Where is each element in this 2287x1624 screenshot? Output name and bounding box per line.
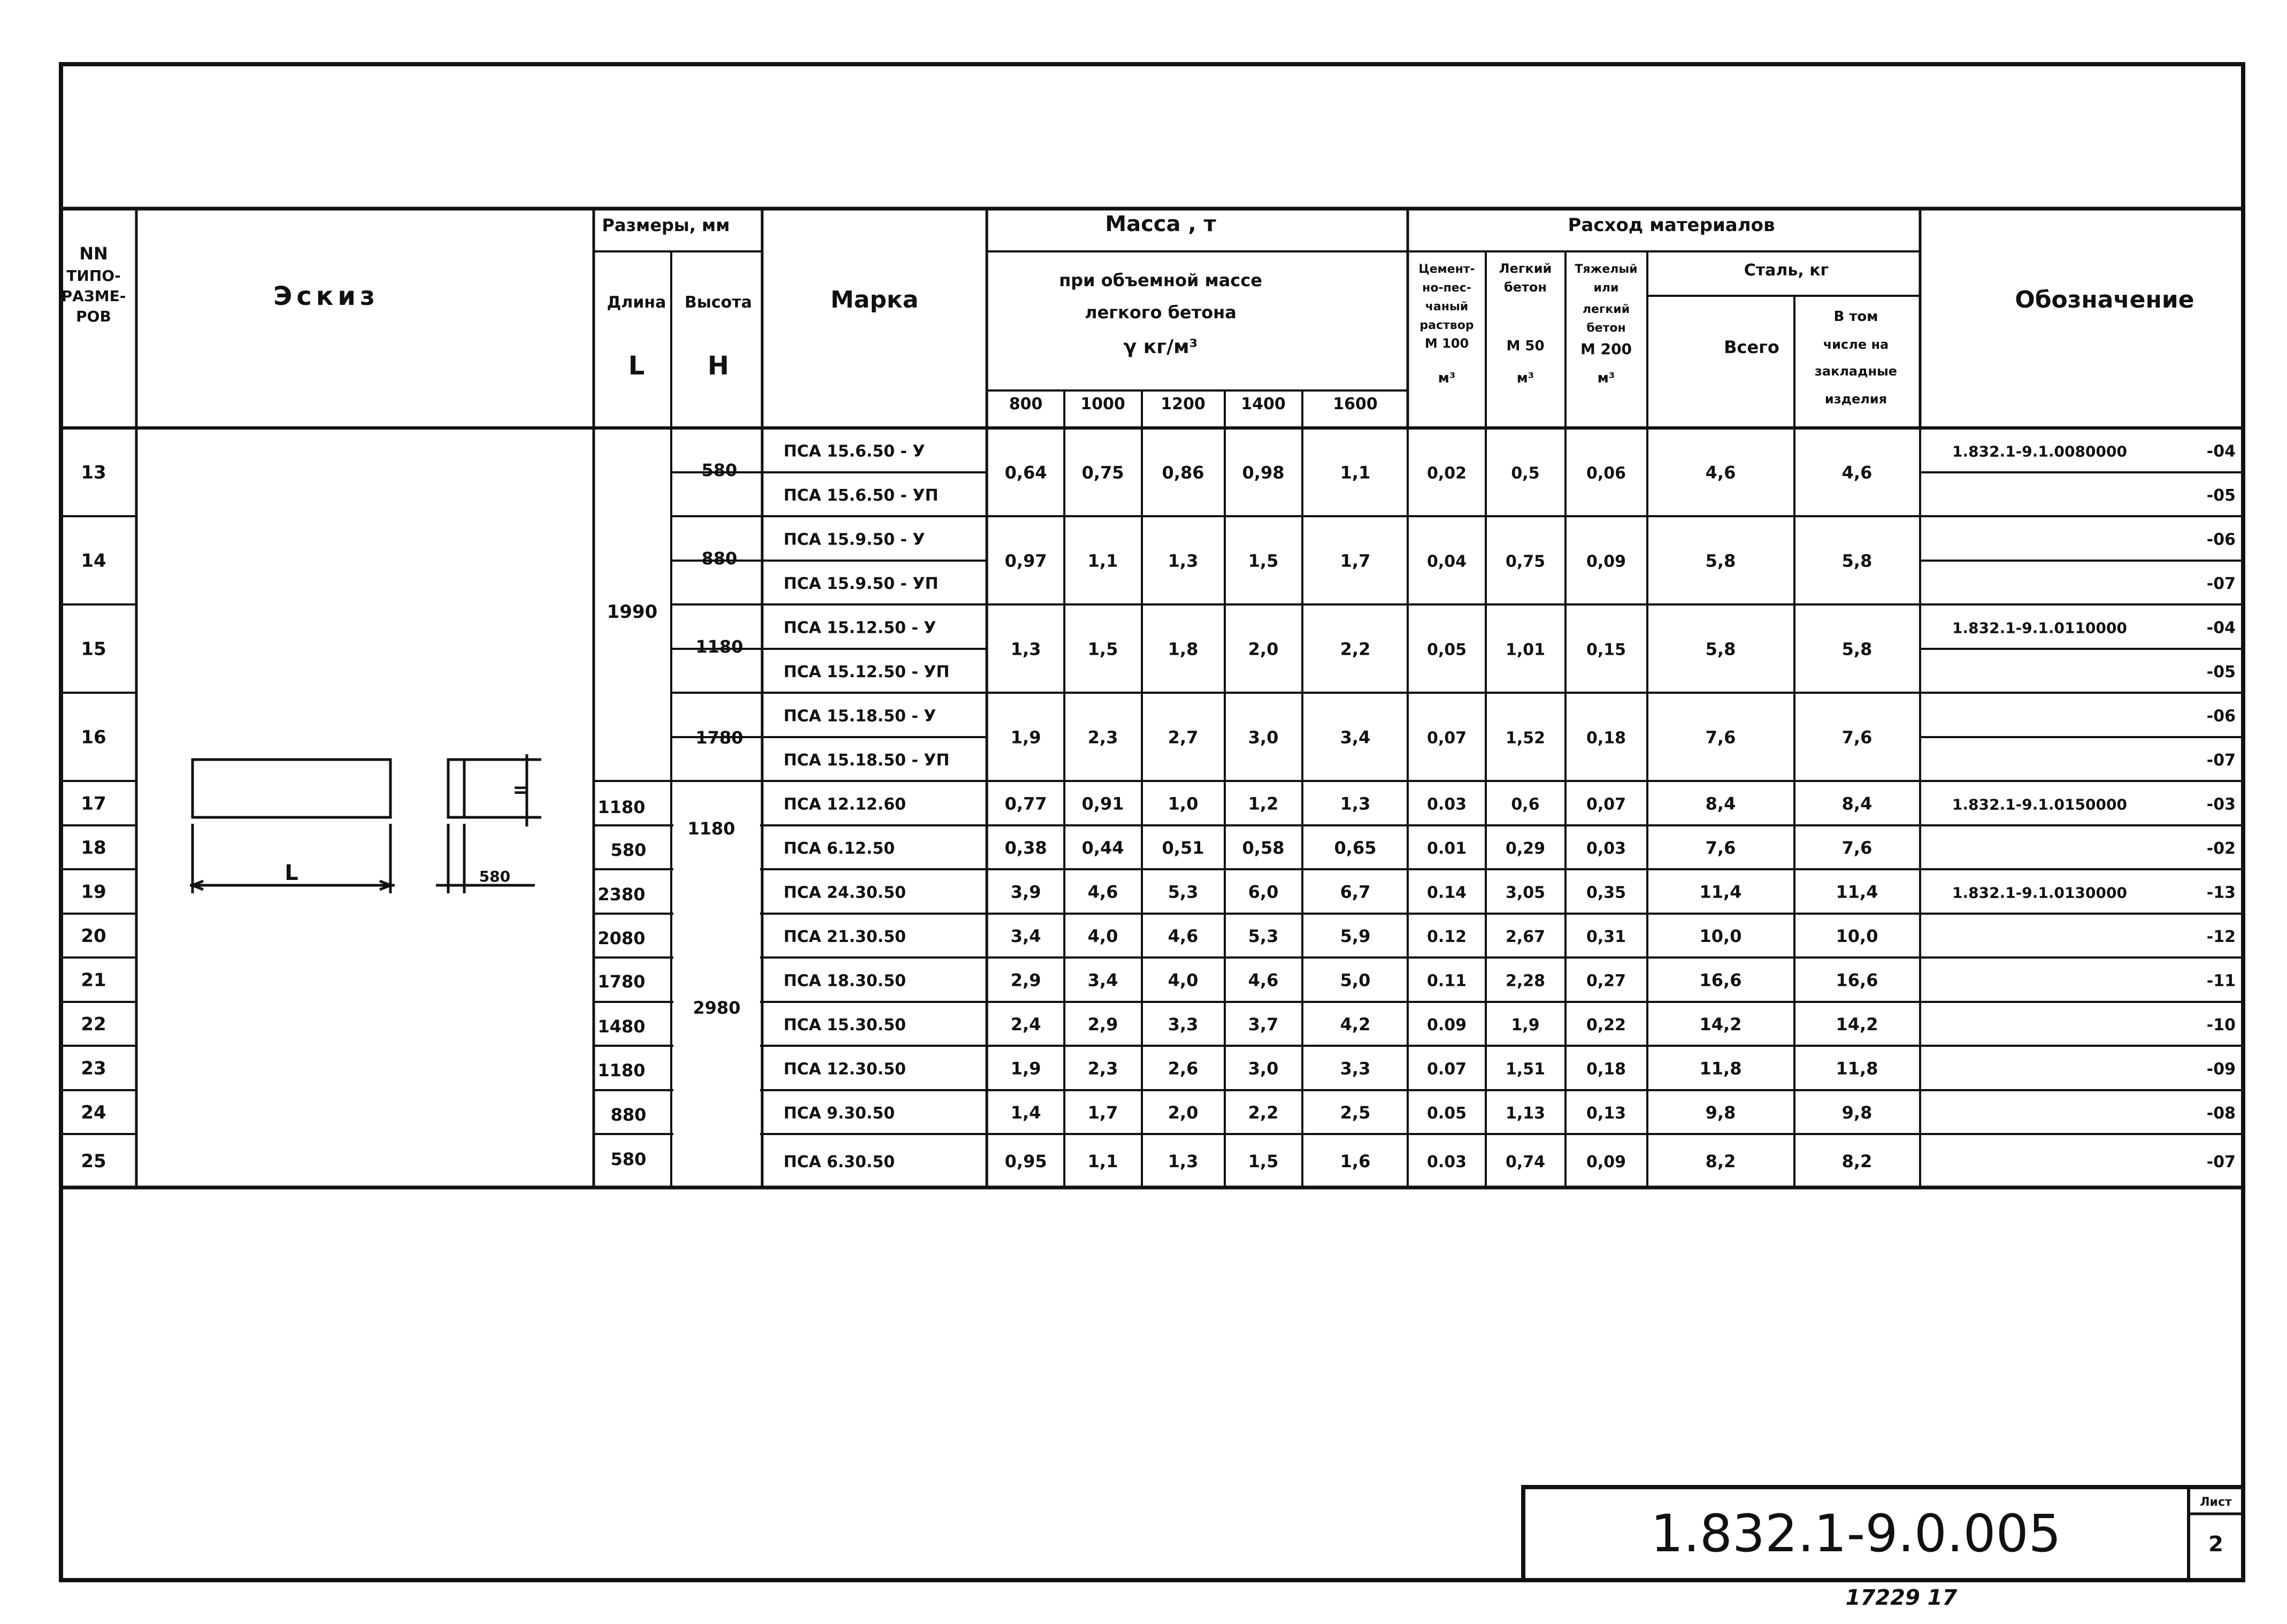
row-mass-800: 3,9: [1010, 882, 1041, 902]
row-mortar: 0,04: [1426, 552, 1467, 571]
row-mark: ПСА 6.12.50: [784, 839, 895, 858]
row-steel-embedded: 10,0: [1836, 926, 1878, 946]
heavy-header-6: м³: [1597, 370, 1615, 386]
row-number: 24: [81, 1102, 106, 1123]
row-number: 25: [81, 1151, 106, 1172]
row-mass-1600: 1,7: [1340, 550, 1371, 571]
row-number: 23: [81, 1058, 106, 1079]
row-designation-suffix: -05: [2206, 663, 2236, 681]
sheet-number: 2: [2208, 1532, 2223, 1557]
row-steel-total: 5,8: [1705, 639, 1736, 660]
row-light-concrete: 0,29: [1505, 839, 1546, 858]
row-mark: ПСА 24.30.50: [784, 883, 906, 902]
row-light-concrete: 0,75: [1505, 552, 1546, 571]
row-mortar: 0.11: [1426, 971, 1467, 991]
steel-embedded-header-1: В том: [1833, 309, 1878, 325]
row-mortar: 0.14: [1426, 883, 1467, 902]
row-mass-1000: 1,7: [1087, 1102, 1118, 1123]
height-1180-b: 1180: [687, 818, 735, 839]
row-mass-1200: 2,0: [1168, 1102, 1199, 1123]
row-mass-1400: 3,0: [1248, 727, 1279, 748]
length-header: Длина: [607, 293, 666, 312]
steel-embedded-header-2: числе на: [1823, 337, 1889, 352]
row-light-concrete: 2,28: [1505, 971, 1546, 991]
row-steel-embedded: 8,4: [1841, 793, 1872, 814]
row-mark: ПСА 21.30.50: [784, 928, 906, 946]
row-mark: ПСА 15.30.50: [784, 1016, 906, 1035]
row-number: 16: [81, 726, 106, 748]
row-mass-1200: 0,51: [1162, 838, 1204, 858]
row-heavy-concrete: 0,13: [1586, 1104, 1626, 1123]
row-mortar: 0.09: [1426, 1016, 1467, 1035]
row-mass-800: 1,9: [1010, 1058, 1041, 1079]
row-steel-embedded: 5,8: [1841, 550, 1872, 571]
row-mass-1600: 5,0: [1340, 970, 1371, 991]
materials-header: Расход материалов: [1568, 215, 1775, 236]
panel-side-view: [448, 760, 464, 817]
density-800: 800: [1009, 395, 1043, 413]
row-mass-1400: 3,0: [1248, 1058, 1279, 1079]
length-1480: 1480: [597, 1016, 646, 1037]
mass-subheader-3: γ кг/м³: [1123, 336, 1198, 358]
row-mortar: 0.12: [1426, 928, 1467, 946]
row-mark: ПСА 15.12.50 - У: [784, 618, 937, 638]
row-number: 15: [81, 638, 106, 660]
row-mass-1200: 2,6: [1168, 1058, 1199, 1079]
row-mortar: 0,05: [1426, 640, 1467, 660]
row-mass-800: 2,9: [1010, 970, 1041, 991]
row-mass-1600: 6,7: [1340, 882, 1371, 902]
length-880: 880: [610, 1105, 647, 1125]
row-heavy-concrete: 0,15: [1586, 640, 1626, 660]
row-mass-1400: 0,98: [1242, 462, 1285, 483]
row-mark: ПСА 12.12.60: [784, 795, 906, 814]
row-light-concrete: 2,67: [1505, 928, 1546, 946]
row-light-concrete: 0,74: [1505, 1153, 1546, 1171]
heavy-header-3: легкий: [1582, 303, 1630, 316]
row-mark: ПСА 6.30.50: [784, 1153, 895, 1171]
row-heavy-concrete: 0,07: [1586, 795, 1626, 814]
row-steel-total: 14,2: [1699, 1014, 1742, 1035]
row-number: 22: [81, 1014, 106, 1035]
row-mass-800: 0,38: [1004, 838, 1047, 858]
heavy-header-5: М 200: [1580, 340, 1632, 358]
row-light-concrete: 1,13: [1505, 1104, 1546, 1123]
row-mark: ПСА 15.6.50 - УП: [784, 486, 939, 505]
row-mass-1000: 4,6: [1087, 882, 1118, 902]
row-designation-suffix: -07: [2206, 574, 2236, 593]
length-580-b: 580: [610, 1149, 647, 1169]
row-mass-1400: 0,58: [1242, 838, 1285, 858]
row-mark: ПСА 15.9.50 - УП: [784, 574, 939, 593]
row-designation-suffix: -02: [2206, 839, 2236, 858]
length-symbol: L: [628, 351, 645, 381]
length-1780: 1780: [597, 971, 646, 992]
num-header-line-1: NN: [79, 243, 108, 264]
steel-embedded-header-3: закладные: [1814, 364, 1898, 379]
row-light-concrete: 1,51: [1505, 1060, 1546, 1079]
row-designation: 1.832.1-9.1.0110000: [1952, 619, 2127, 637]
row-heavy-concrete: 0,03: [1586, 839, 1626, 858]
dims-header: Размеры, мм: [602, 215, 730, 235]
row-mass-800: 3,4: [1010, 926, 1041, 946]
height-header: Высота: [684, 293, 753, 312]
row-number: 13: [81, 462, 106, 484]
row-steel-embedded: 7,6: [1841, 727, 1872, 748]
row-heavy-concrete: 0,31: [1586, 928, 1626, 946]
row-mass-1200: 2,7: [1168, 727, 1199, 748]
steel-embedded-header-4: изделия: [1824, 392, 1887, 407]
length-1990: 1990: [607, 601, 658, 623]
row-designation: 1.832.1-9.1.0130000: [1952, 884, 2127, 902]
row-designation-suffix: -03: [2206, 795, 2236, 814]
row-steel-total: 4,6: [1705, 462, 1736, 483]
row-mass-1000: 1,1: [1087, 550, 1118, 571]
row-mass-1400: 1,5: [1248, 1151, 1279, 1171]
row-mass-1000: 0,44: [1081, 838, 1124, 858]
row-mortar: 0.01: [1426, 839, 1467, 858]
row-mass-800: 1,4: [1010, 1102, 1041, 1123]
row-heavy-concrete: 0,09: [1586, 1153, 1626, 1171]
row-mass-1200: 1,3: [1168, 1151, 1199, 1171]
row-mass-1000: 2,9: [1087, 1014, 1118, 1035]
row-mass-1400: 4,6: [1248, 970, 1279, 991]
row-designation-suffix: -10: [2206, 1016, 2236, 1035]
heavy-header-4: бетон: [1586, 321, 1626, 335]
row-mass-1400: 1,2: [1248, 793, 1279, 814]
row-mass-1600: 2,2: [1340, 639, 1371, 660]
row-heavy-concrete: 0,22: [1586, 1016, 1626, 1035]
row-mass-1000: 1,1: [1087, 1151, 1118, 1171]
length-580: 580: [610, 840, 647, 860]
density-1200: 1200: [1161, 395, 1206, 413]
row-mass-800: 0,95: [1004, 1151, 1047, 1171]
row-mortar: 0.07: [1426, 1060, 1467, 1079]
row-designation: 1.832.1-9.1.0150000: [1952, 795, 2127, 814]
row-designation-suffix: -13: [2206, 883, 2236, 902]
row-mass-1600: 3,4: [1340, 727, 1371, 748]
row-light-concrete: 1,01: [1505, 640, 1546, 660]
row-steel-embedded: 9,8: [1841, 1102, 1872, 1123]
row-mass-1600: 3,3: [1340, 1058, 1371, 1079]
row-mass-1200: 4,6: [1168, 926, 1199, 946]
row-mass-800: 1,3: [1010, 639, 1041, 660]
row-number: 14: [81, 550, 106, 572]
row-mass-1600: 4,2: [1340, 1014, 1371, 1035]
mortar-header-1: Цемент-: [1418, 263, 1475, 276]
sketch-header: Эскиз: [273, 281, 379, 311]
row-mark: ПСА 15.18.50 - УП: [784, 751, 950, 770]
row-designation-suffix: -06: [2206, 707, 2236, 726]
table-header: [62, 212, 2194, 407]
length-2380: 2380: [597, 884, 646, 905]
row-mass-1000: 3,4: [1087, 970, 1118, 991]
row-steel-embedded: 8,2: [1841, 1151, 1872, 1171]
row-steel-total: 8,2: [1705, 1151, 1736, 1171]
length-2080: 2080: [597, 928, 646, 948]
num-header-line-3: РАЗМЕ-: [61, 287, 126, 305]
row-mass-1000: 2,3: [1087, 727, 1118, 748]
density-1400: 1400: [1241, 395, 1286, 413]
light-header-4: м³: [1516, 370, 1534, 386]
row-mortar: 0.03: [1426, 795, 1467, 814]
row-mass-1200: 3,3: [1168, 1014, 1199, 1035]
row-steel-embedded: 5,8: [1841, 639, 1872, 660]
row-steel-total: 9,8: [1705, 1102, 1736, 1123]
row-mass-1200: 4,0: [1168, 970, 1199, 991]
row-number: 19: [81, 881, 106, 903]
row-mass-1600: 1,1: [1340, 462, 1371, 483]
mortar-header-4: раствор: [1419, 319, 1474, 332]
row-mass-1000: 0,91: [1081, 793, 1124, 814]
sketch-depth-label: 580: [479, 868, 511, 885]
row-mass-1000: 1,5: [1087, 639, 1118, 660]
sketch-length-label: L: [285, 861, 298, 885]
num-header-line-4: РОВ: [76, 308, 111, 325]
row-mass-1200: 0,86: [1162, 462, 1204, 483]
row-heavy-concrete: 0,18: [1586, 729, 1626, 748]
row-designation-suffix: -04: [2206, 442, 2236, 461]
mass-header: Масса , т: [1105, 212, 1216, 236]
row-mass-1400: 5,3: [1248, 926, 1279, 946]
row-designation-suffix: -09: [2206, 1060, 2236, 1079]
row-mass-800: 0,64: [1004, 462, 1047, 483]
row-light-concrete: 0,5: [1511, 464, 1540, 483]
row-mortar: 0.03: [1426, 1153, 1467, 1171]
row-mark: ПСА 15.9.50 - У: [784, 530, 925, 549]
heavy-header-1: Тяжелый: [1575, 263, 1638, 276]
row-steel-total: 16,6: [1699, 970, 1742, 991]
row-mass-1200: 1,0: [1168, 793, 1199, 814]
mass-subheader-1: при объемной массе: [1059, 270, 1262, 290]
row-heavy-concrete: 0,35: [1586, 883, 1626, 902]
length-1180-b: 1180: [597, 1060, 646, 1081]
row-mass-1400: 6,0: [1248, 882, 1279, 902]
row-mark: ПСА 15.18.50 - У: [784, 707, 937, 726]
row-mass-1600: 1,6: [1340, 1151, 1371, 1171]
row-mass-1600: 0,65: [1334, 838, 1377, 858]
row-steel-embedded: 16,6: [1836, 970, 1878, 991]
row-mortar: 0,02: [1426, 464, 1467, 483]
mass-subheader-2: легкого бетона: [1085, 302, 1237, 323]
footer-inventory-number: 17229 17: [1845, 1585, 1958, 1610]
num-header-line-2: ТИПО-: [66, 267, 121, 285]
row-steel-total: 8,4: [1705, 793, 1736, 814]
row-steel-total: 11,4: [1699, 882, 1742, 902]
light-header-1: Легкий: [1499, 261, 1552, 276]
table-rows: [81, 442, 2236, 1173]
row-mass-800: 0,97: [1004, 550, 1047, 571]
row-mass-1400: 3,7: [1248, 1014, 1279, 1035]
light-header-3: М 50: [1506, 338, 1545, 354]
heavy-header-2: или: [1593, 281, 1619, 295]
row-heavy-concrete: 0,18: [1586, 1060, 1626, 1079]
row-designation-suffix: -08: [2206, 1104, 2236, 1123]
row-steel-total: 10,0: [1699, 926, 1742, 946]
row-designation-suffix: -11: [2206, 971, 2236, 991]
row-steel-embedded: 11,4: [1836, 882, 1878, 902]
light-header-2: бетон: [1503, 280, 1547, 295]
row-steel-total: 5,8: [1705, 550, 1736, 571]
steel-total-header: Всего: [1724, 337, 1779, 357]
row-mass-1400: 2,0: [1248, 639, 1279, 660]
row-heavy-concrete: 0,06: [1586, 464, 1626, 483]
row-light-concrete: 3,05: [1505, 883, 1546, 902]
row-designation-suffix: -12: [2206, 928, 2236, 946]
row-designation: 1.832.1-9.1.0080000: [1952, 442, 2127, 461]
row-mass-1000: 0,75: [1081, 462, 1124, 483]
row-steel-total: 7,6: [1705, 727, 1736, 748]
row-mass-1600: 1,3: [1340, 793, 1371, 814]
row-steel-total: 7,6: [1705, 838, 1736, 858]
row-mass-1400: 1,5: [1248, 550, 1279, 571]
row-mass-1600: 2,5: [1340, 1102, 1371, 1123]
row-steel-embedded: 4,6: [1841, 462, 1872, 483]
row-designation-suffix: -07: [2206, 751, 2236, 770]
row-mark: ПСА 12.30.50: [784, 1060, 906, 1079]
row-mark: ПСА 15.12.50 - УП: [784, 663, 950, 681]
row-number: 21: [81, 969, 106, 991]
height-1780: 1780: [695, 727, 743, 748]
row-mass-800: 0,77: [1004, 793, 1047, 814]
density-1600: 1600: [1333, 395, 1378, 413]
panel-front-view: [193, 760, 390, 817]
row-mass-800: 1,9: [1010, 727, 1041, 748]
frame: [61, 64, 2243, 1580]
height-symbol: H: [707, 351, 730, 381]
row-number: 18: [81, 837, 106, 859]
row-steel-embedded: 7,6: [1841, 838, 1872, 858]
row-designation-suffix: -06: [2206, 530, 2236, 549]
row-designation-suffix: -07: [2206, 1153, 2236, 1171]
row-steel-total: 11,8: [1699, 1058, 1742, 1079]
height-1180-a: 1180: [695, 637, 743, 657]
row-mortar: 0.05: [1426, 1104, 1467, 1123]
mortar-header-3: чаный: [1425, 300, 1469, 313]
document-code: 1.832.1-9.0.005: [1651, 1504, 2061, 1564]
row-mass-800: 2,4: [1010, 1014, 1041, 1035]
mortar-header-6: м³: [1438, 370, 1456, 386]
row-steel-embedded: 11,8: [1836, 1058, 1878, 1079]
mark-header: Марка: [830, 286, 919, 313]
height-2980: 2980: [693, 998, 741, 1018]
row-mark: ПСА 15.6.50 - У: [784, 442, 925, 461]
row-designation-suffix: -04: [2206, 618, 2236, 638]
row-mark: ПСА 18.30.50: [784, 971, 906, 991]
row-number: 17: [81, 793, 106, 815]
row-mark: ПСА 9.30.50: [784, 1104, 895, 1123]
length-1180: 1180: [597, 797, 646, 817]
height-580: 580: [701, 460, 738, 480]
row-heavy-concrete: 0,27: [1586, 971, 1626, 991]
mortar-header-2: но-пес-: [1422, 281, 1471, 295]
row-mass-1200: 1,3: [1168, 550, 1199, 571]
designation-header: Обозначение: [2015, 286, 2194, 313]
row-light-concrete: 1,9: [1511, 1016, 1540, 1035]
row-mass-1200: 1,8: [1168, 639, 1199, 660]
row-number: 20: [81, 925, 106, 947]
row-mass-1000: 4,0: [1087, 926, 1118, 946]
row-light-concrete: 0,6: [1511, 795, 1540, 814]
row-mass-1400: 2,2: [1248, 1102, 1279, 1123]
row-mass-1600: 5,9: [1340, 926, 1371, 946]
row-mortar: 0,07: [1426, 729, 1467, 748]
sheet-label: Лист: [2200, 1496, 2232, 1509]
row-heavy-concrete: 0,09: [1586, 552, 1626, 571]
row-light-concrete: 1,52: [1505, 729, 1546, 748]
steel-header: Сталь, кг: [1744, 261, 1829, 280]
row-designation-suffix: -05: [2206, 486, 2236, 505]
height-880: 880: [701, 548, 738, 569]
panel-height-symbol: =: [512, 778, 531, 802]
mortar-header-5: М 100: [1424, 336, 1469, 351]
row-steel-embedded: 14,2: [1836, 1014, 1878, 1035]
density-1000: 1000: [1080, 395, 1125, 413]
row-mass-1200: 5,3: [1168, 882, 1199, 902]
row-mass-1000: 2,3: [1087, 1058, 1118, 1079]
